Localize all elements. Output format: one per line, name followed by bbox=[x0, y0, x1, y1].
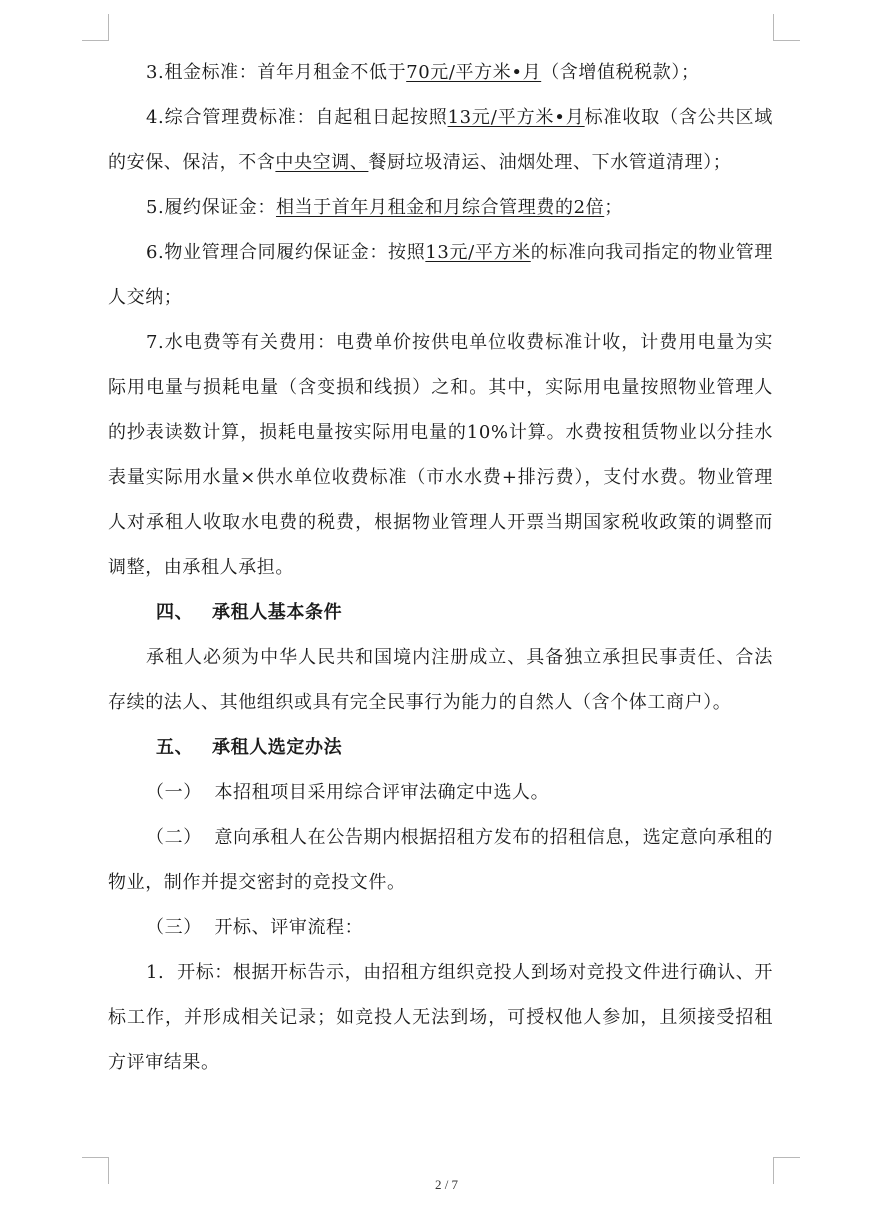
performance-deposit-value: 相当于首年月租金和月综合管理费的2倍 bbox=[275, 197, 605, 218]
section-5-item-3: （三） 开标、评审流程： bbox=[146, 917, 364, 938]
property-deposit-label: 6.物业管理合同履约保证金：按照 bbox=[146, 242, 426, 263]
rent-standard-paragraph bbox=[108, 50, 773, 95]
section-5-item-1: （一） 本招租项目采用综合评审法确定中选人。 bbox=[146, 782, 550, 803]
section-5-title: 承租人选定办法 bbox=[212, 737, 343, 758]
section-5-heading bbox=[108, 725, 773, 770]
section-5-number: 五、 bbox=[156, 737, 194, 758]
performance-deposit-paragraph bbox=[108, 185, 773, 230]
management-fee-paragraph bbox=[108, 95, 773, 185]
rent-standard-label: 3.租金标准：首年月租金不低于 bbox=[146, 62, 407, 83]
section-4-body: 承租人必须为中华人民共和国境内注册成立、具备独立承担民事责任、合法存续的法人、其他组织或具有完全民事行为能力的自然人（含个体工商户）。 bbox=[108, 647, 773, 713]
document-body bbox=[108, 50, 773, 1085]
management-fee-exclusion-rest: 餐厨垃圾清运、油烟处理、下水管道清理）； bbox=[368, 152, 732, 173]
property-deposit-paragraph bbox=[108, 230, 773, 320]
section-5-item-3-1: 1. 开标：根据开标告示，由招租方组织竞投人到场对竞投文件进行确认、开标工作，并形成相关记录；如竞投人无法到场，可授权他人参加，且须接受招租方评审结果。 bbox=[108, 962, 773, 1073]
section-4-heading bbox=[108, 590, 773, 635]
property-deposit-value: 13元/平方米 bbox=[425, 242, 531, 263]
performance-deposit-suffix: ； bbox=[604, 197, 623, 218]
section-4-number: 四、 bbox=[156, 602, 194, 623]
management-fee-label: 4.综合管理费标准：自起租日起按照 bbox=[146, 107, 448, 128]
section-4-title: 承租人基本条件 bbox=[212, 602, 343, 623]
management-fee-scope: 标准收取（含公共区域的安保、保洁，不含 bbox=[108, 107, 773, 173]
utility-fees-paragraph: 7.水电费等有关费用：电费单价按供电单位收费标准计收，计费用电量为实际用电量与损耗电量（含变损和线损）之和。其中，实际用电量按照物业管理人的抄表读数计算，损耗电量按实际用电量的10%计算。水费按租赁物业以分挂水表量实际用水量×供水单位收费标准（市水水费+排污费），支付水费。物业管理人对承租人收取水电费的税费，根据物业管理人开票当期国家税收政策的调整而调整，由承租人承担。 bbox=[108, 332, 773, 578]
section-5-item-2: （二） 意向承租人在公告期内根据招租方发布的招租信息，选定意向承租的物业，制作并提交密封的竞投文件。 bbox=[108, 827, 773, 893]
rent-standard-note: （含增值税税款）； bbox=[541, 62, 700, 83]
rent-standard-value: 70元/平方米•月 bbox=[406, 62, 542, 83]
page-corner-mark-top-right bbox=[773, 14, 800, 41]
management-fee-value: 13元/平方米•月 bbox=[447, 107, 585, 128]
management-fee-exclusion: 中央空调、 bbox=[275, 152, 369, 173]
page-corner-mark-top-left bbox=[82, 14, 109, 41]
performance-deposit-label: 5.履约保证金： bbox=[146, 197, 276, 218]
property-deposit-suffix: 的标准向我司指定的物业管理人交纳； bbox=[108, 242, 773, 308]
page-number: 2 / 7 bbox=[434, 1177, 459, 1192]
